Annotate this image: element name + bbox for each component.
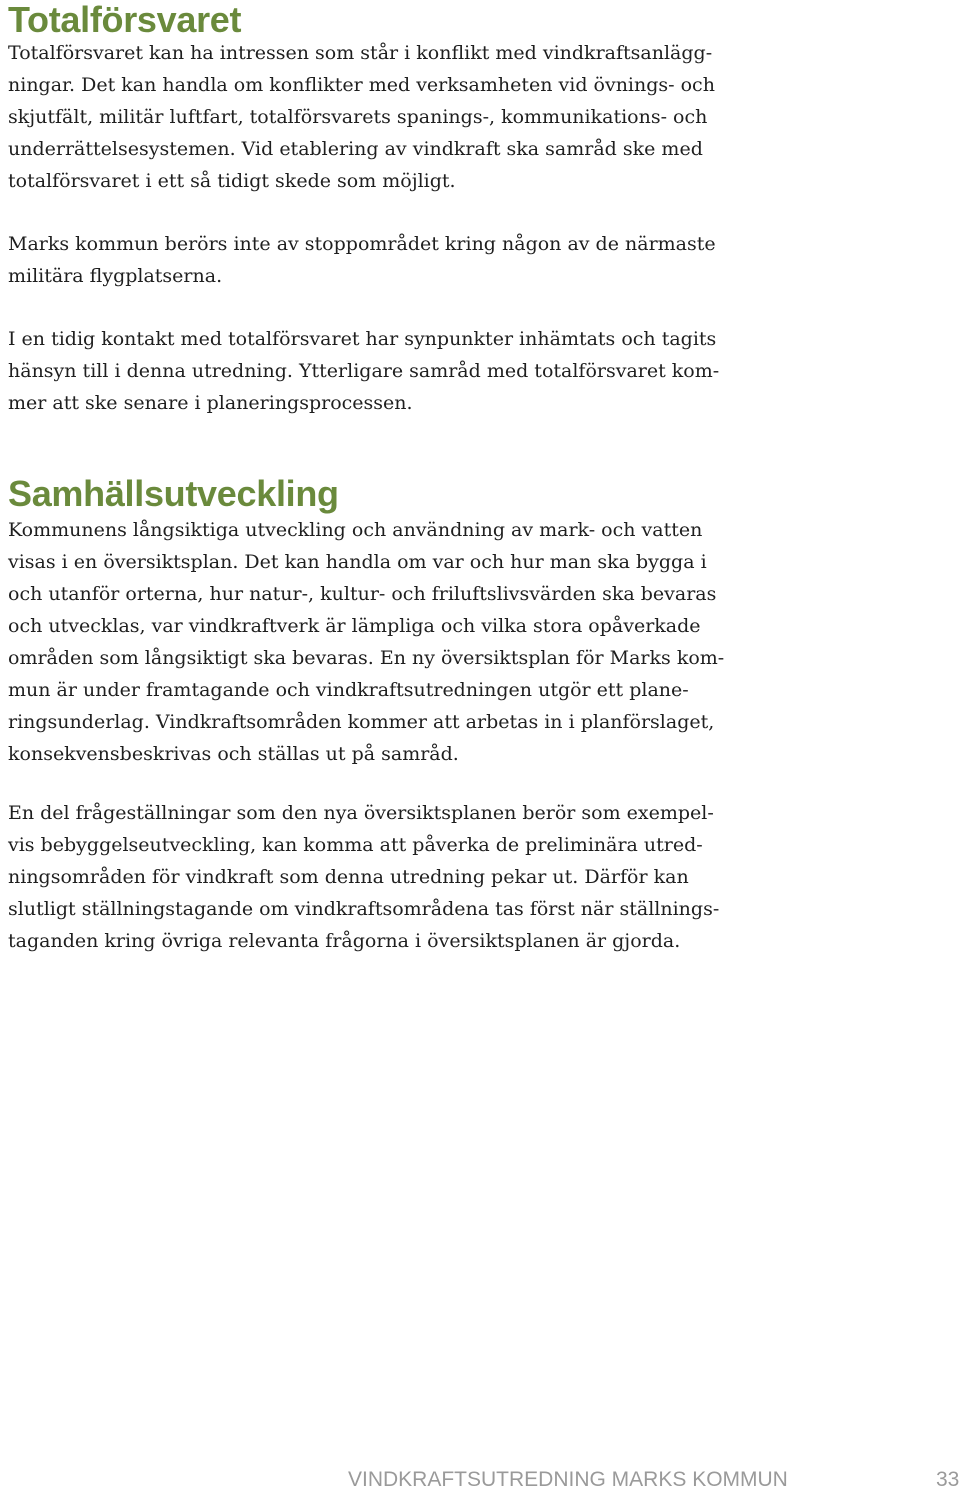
text-line: Kommunens långsiktiga utveckling och användning av mark- och vatten	[8, 519, 703, 541]
paragraph	[8, 228, 778, 292]
text-line: ringsunderlag. Vindkraftsområden kommer att arbetas in i planförslaget,	[8, 711, 715, 733]
text-line: skjutfält, militär luftfart, totalförsvarets spanings-, kommunikations- och	[8, 106, 708, 128]
text-line: militära flygplatserna.	[8, 265, 223, 287]
text-line: slutligt ställningstagande om vindkraftsområdena tas först när ställnings-	[8, 898, 720, 920]
paragraph	[8, 37, 778, 197]
paragraph	[8, 797, 778, 957]
text-line: visas i en översiktsplan. Det kan handla om var och hur man ska bygga i	[8, 551, 707, 573]
footer-document-title: VINDKRAFTSUTREDNING MARKS KOMMUN	[348, 1468, 788, 1491]
paragraph	[8, 514, 778, 770]
text-line: Marks kommun berörs inte av stoppområdet kring någon av de närmaste	[8, 233, 716, 255]
text-line: totalförsvaret i ett så tidigt skede som möjligt.	[8, 170, 456, 192]
text-line: En del frågeställningar som den nya översiktsplanen berör som exempel-	[8, 802, 714, 824]
text-line: underrättelsesystemen. Vid etablering av vindkraft ska samråd ske med	[8, 138, 703, 160]
text-line: ningar. Det kan handla om konflikter med verksamheten vid övnings- och	[8, 74, 715, 96]
text-line: konsekvensbeskrivas och ställas ut på samråd.	[8, 743, 459, 765]
section-heading-totalforsvaret: Totalförsvaret	[8, 0, 242, 40]
paragraph	[8, 323, 778, 419]
text-line: och utvecklas, var vindkraftverk är lämpliga och vilka stora opåverkade	[8, 615, 701, 637]
text-line: hänsyn till i denna utredning. Ytterligare samråd med totalförsvaret kom-	[8, 360, 720, 382]
section-heading-samhallsutveckling: Samhällsutveckling	[8, 473, 339, 514]
text-line: ningsområden för vindkraft som denna utredning pekar ut. Därför kan	[8, 866, 689, 888]
text-line: taganden kring övriga relevanta frågorna i översiktsplanen är gjorda.	[8, 930, 681, 952]
text-line: I en tidig kontakt med totalförsvaret har synpunkter inhämtats och tagits	[8, 328, 717, 350]
text-line: Totalförsvaret kan ha intressen som står i konflikt med vindkraftsanlägg-	[8, 42, 713, 64]
text-line: och utanför orterna, hur natur-, kultur- och friluftslivsvärden ska bevaras	[8, 583, 717, 605]
text-line: vis bebyggelseutveckling, kan komma att påverka de preliminära utred-	[8, 834, 703, 856]
text-line: områden som långsiktigt ska bevaras. En ny översiktsplan för Marks kom-	[8, 647, 725, 669]
page-number: 33	[936, 1468, 960, 1491]
text-line: mer att ske senare i planeringsprocessen.	[8, 392, 413, 414]
text-line: mun är under framtagande och vindkraftsutredningen utgör ett plane-	[8, 679, 689, 701]
